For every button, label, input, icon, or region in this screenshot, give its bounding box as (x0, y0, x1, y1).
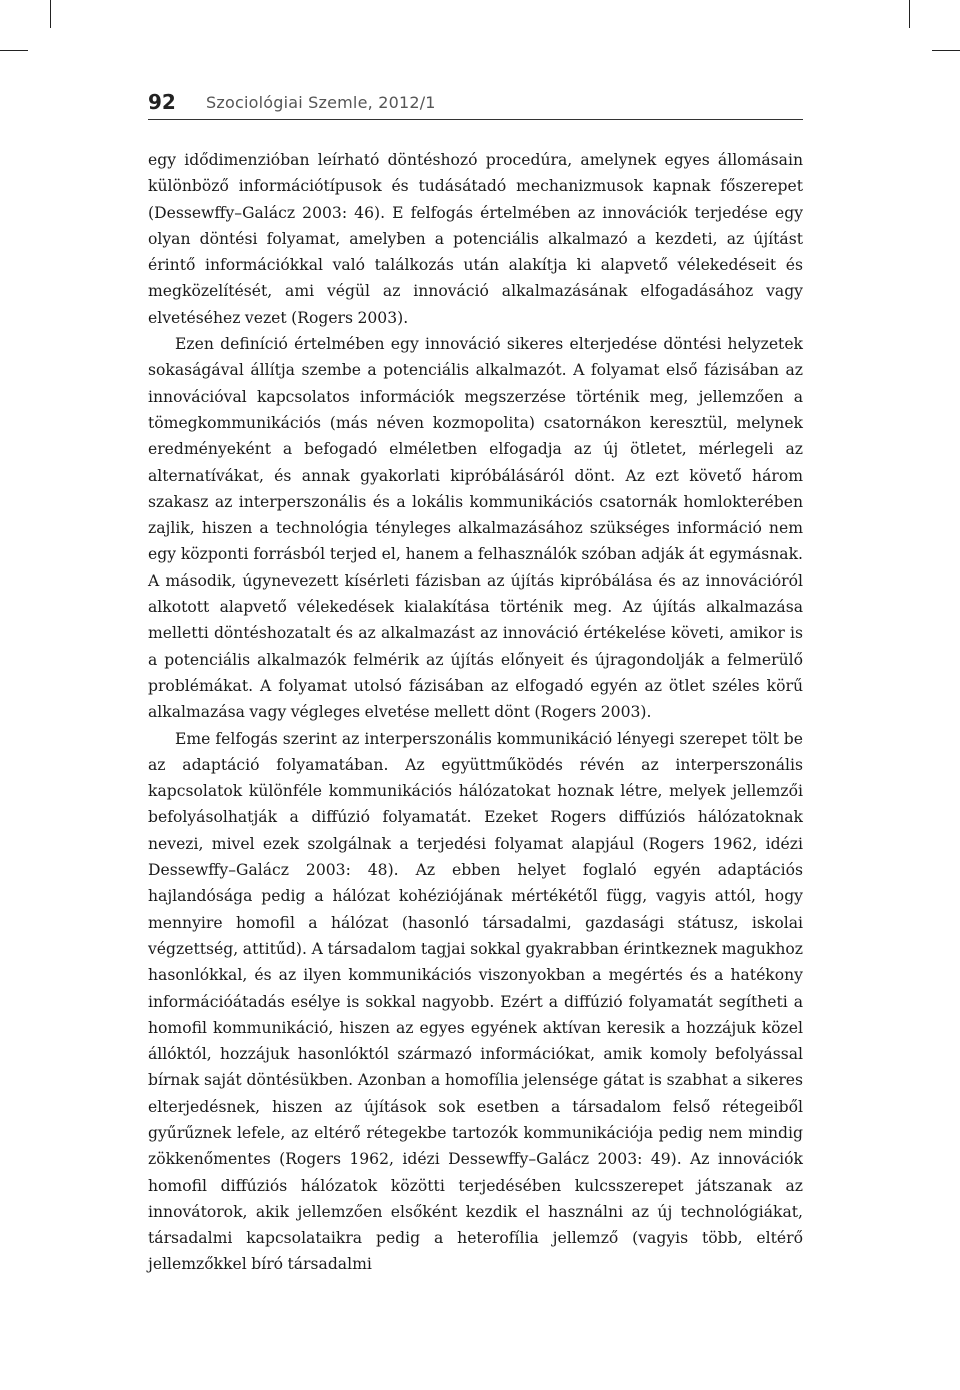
crop-mark-top-left-horizontal (0, 50, 28, 51)
header-divider (148, 119, 803, 120)
crop-mark-top-right-horizontal (932, 50, 960, 51)
paragraph: Eme felfogás szerint az interperszonális kommunikáció lényegi szerepet tölt be az adaptáció folyamatában. Az együttműködés révén az interperszonális kapcsolatok különféle kommunikációs hálózatokat hoznak létre, melyek jellemzői befolyásolhatják a diffúzió folyamatát. Ezeket Rogers diffúziós hálózatoknak nevezi, mivel ezek szolgálnak a terjedési folyamat alapjául (Rogers 1962, idézi Dessewffy–Galácz 2003: 48). Az ebben helyet foglaló egyén adaptációs hajlandósága pedig a hálózat kohéziójának mértékétől függ, vagyis attól, hogy mennyire homofil a hálózat (hasonló társadalmi, gazdasági státusz, iskolai végzettség, attitűd). A társadalom tagjai sokkal gyakrabban érintkeznek magukhoz hasonlókkal, és az ilyen kommunikációs viszonyokban a megértés és a hatékony információátadás esélye is sokkal nagyobb. Ezért a diffúzió folyamatát segítheti a homofil kommunikáció, hiszen az egyes egyének aktívan keresik a hozzájuk közel állóktól, hozzájuk hasonlóktól származó információkat, amik komoly befolyással bírnak saját döntésükben. Azonban a homofília jelensége gátat is szabhat a sikeres elterjedésnek, hiszen az újítások sok esetben a társadalom felső rétegeiből gyűrűznek lefele, az eltérő rétegekbe tartozók kommunikációja pedig nem mindig zökkenőmentes (Rogers 1962, idézi Dessewffy–Galácz 2003: 49). Az innovációk homofil diffúziós hálózatok közötti terjedésében kulcsszerepet játszanak az innovátorok, akik jellemzően elsőként kezdik el használni az új technológiákat, társadalmi kapcsolataikra pedig a heterofília jellemző (vagyis több, eltérő jellemzőkkel bíró társadalmi (148, 729, 803, 1274)
crop-mark-top-right (909, 0, 910, 28)
journal-title: Szociológiai Szemle, 2012/1 (206, 93, 436, 112)
paragraph-continued: egy idődimenzióban leírható döntéshozó procedúra, amelynek egyes állomásain különböző információtípusok és tudásátadó mechanizmusok kapnak főszerepet (Dessewffy–Galácz 2003: 46). E felfogás értelmében az innovációk terjedése egy olyan döntési folyamat, amelyben a potenciális alkalmazó a kezdeti, az újítást érintő információkkal való találkozás után alakítja ki alapvető vélekedéseit és megközelítését, ami végül az innováció alkalmazásának elfogadásához vagy elvetéséhez vezet (Rogers 2003). (148, 151, 803, 327)
article-body (148, 147, 803, 1278)
page-number: 92 (148, 90, 176, 114)
running-header (148, 86, 803, 120)
paragraph: Ezen definíció értelmében egy innováció sikeres elterjedése döntési helyzetek sokaságával állítja szembe a potenciális alkalmazót. A folyamat első fázisában az innovációval kapcsolatos információk megszerzése történik meg, jellemzően a tömegkommunikációs (más néven kozmopolita) csatornákon keresztül, melynek eredményeként a befogadó elméletben elfogadja az új ötletet, mérlegeli az alternatívákat, és annak gyakorlati kipróbálásáról dönt. Az ezt követő három szakasz az interperszonális és a lokális kommunikációs csatornák homlokterében zajlik, hiszen a technológia tényleges alkalmazásához szükséges információ nem egy központi forrásból terjed el, hanem a felhasználók szóban adják át egymásnak. A második, úgynevezett kísérleti fázisban az újítás kipróbálása és az innovációról alkotott alapvető vélekedések kialakítása történik meg. Az újítás alkalmazása melletti döntéshozatalt és az alkalmazást az innováció értékelése követi, amikor is a potenciális alkalmazók felmérik az újítás előnyeit és újragondolják a felmerülő problémákat. A folyamat utolsó fázisában az elfogadó egyén az ötlet széles körű alkalmazása vagy végleges elvetése mellett dönt (Rogers 2003). (148, 335, 803, 722)
crop-mark-top-left (50, 0, 51, 28)
